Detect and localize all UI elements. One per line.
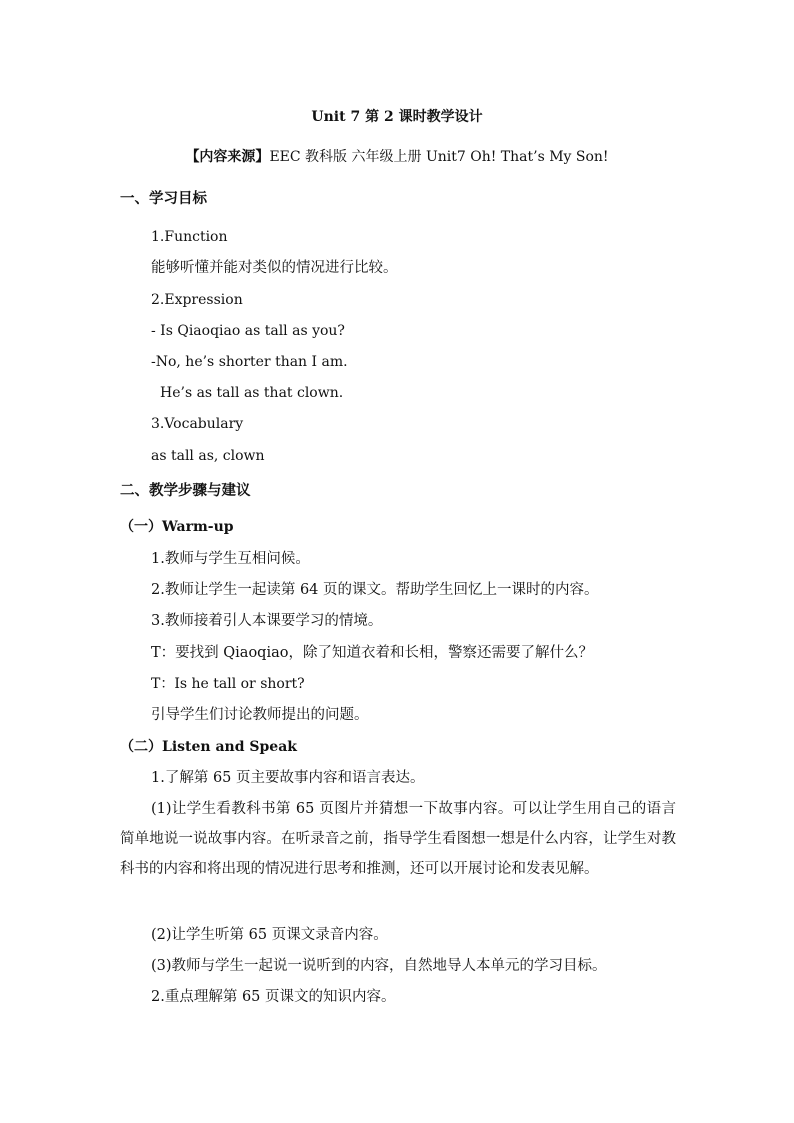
step-line: T：要找到 Qiaoqiao，除了知道衣着和长相，警察还需要了解什么？ [151, 645, 593, 661]
subsection-heading-warmup: （一）Warm-up [120, 519, 234, 535]
section-heading-objectives: 一、学习目标 [120, 190, 207, 207]
step-paragraph: (1)让学生看教科书第 65 页图片并猜想一下故事内容。可以让学生用自己的语言简单地说一说故事内容。在听录音之前，指导学生看图想一想是什么内容，让学生对教科书的内容和将出现的情况进行思考和推测，还可以开展讨论和发表见解。 [120, 801, 676, 877]
subsection-heading-listen-speak: （二）Listen and Speak [120, 739, 297, 755]
objective-line: 能够听懂并能对类似的情况进行比较。 [151, 260, 398, 276]
step-line: 3.教师接着引人本课要学习的情境。 [151, 613, 383, 629]
step-line: 1.教师与学生互相问候。 [151, 551, 310, 567]
step-line: 2.教师让学生一起读第 64 页的课文。帮助学生回忆上一课时的内容。 [151, 582, 599, 598]
objective-line: 2.Expression [151, 292, 243, 308]
objective-line: - Is Qiaoqiao as tall as you? [151, 323, 345, 339]
objective-line: 1.Function [151, 229, 228, 245]
objective-line: -No, he’s shorter than I am. [151, 354, 348, 370]
objective-line: 3.Vocabulary [151, 416, 244, 432]
step-line: 2.重点理解第 65 页课文的知识内容。 [151, 989, 396, 1005]
document-title: Unit 7 第 2 课时教学设计 [311, 109, 483, 125]
section-heading-steps: 二、教学步骤与建议 [120, 482, 251, 499]
step-line: 1.了解第 65 页主要故事内容和语言表达。 [151, 770, 425, 786]
objective-line: as tall as, clown [151, 448, 265, 464]
step-line: (2)让学生听第 65 页课文录音内容。 [151, 927, 388, 943]
source-text: EEC 教科版 六年级上册 Unit7 Oh! That’s My Son! [269, 149, 609, 165]
source-label: 【内容来源】 [185, 149, 270, 165]
step-line: 引导学生们讨论教师提出的问题。 [151, 707, 369, 723]
objective-line: He’s as tall as that clown. [160, 385, 344, 401]
content-source [0, 147, 794, 167]
step-line: T：Is he tall or short? [151, 676, 305, 692]
step-line: (3)教师与学生一起说一说听到的内容，自然地导人本单元的学习目标。 [151, 958, 607, 974]
